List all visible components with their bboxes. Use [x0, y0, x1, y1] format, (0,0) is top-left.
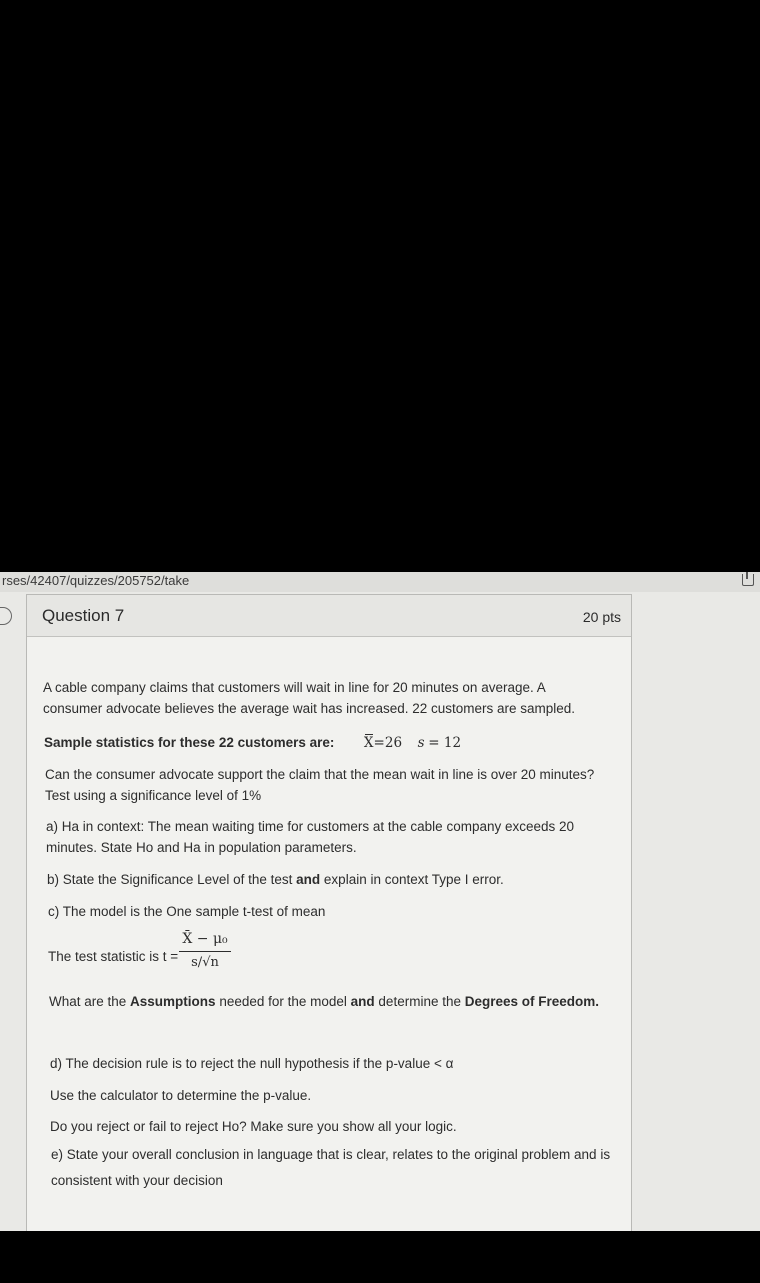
- intro-line-1: A cable company claims that customers will wait in line for 20 minutes on average. A: [43, 680, 546, 695]
- assumptions-mid-2: determine the: [374, 994, 465, 1009]
- claim-line-1: Can the consumer advocate support the claim that the mean wait in line is over 20 minutes?: [45, 767, 595, 782]
- part-b-and: and: [296, 872, 321, 887]
- part-b-suffix: explain in context Type I error.: [320, 872, 504, 887]
- s-value: = 12: [428, 735, 462, 751]
- question-card: [26, 594, 632, 1231]
- fraction-bar: [179, 951, 231, 952]
- test-stat-label: The test statistic is t =: [48, 949, 179, 964]
- reject-line: Do you reject or fail to reject Ho? Make sure you show all your logic.: [50, 1119, 457, 1134]
- assumptions-prefix: What are the: [49, 994, 131, 1009]
- intro-line-2: consumer advocate believes the average wait has increased. 22 customers are sampled.: [43, 701, 576, 716]
- question-points: 20 pts: [582, 609, 621, 625]
- s-symbol: s: [417, 735, 425, 751]
- claim-line-2: Test using a significance level of 1%: [45, 788, 262, 803]
- share-icon[interactable]: [742, 574, 754, 586]
- address-bar[interactable]: [0, 572, 760, 592]
- assumptions-bold: Assumptions: [130, 994, 216, 1009]
- part-a-line-1: a) Ha in context: The mean waiting time for customers at the cable company exceeds 20: [46, 819, 575, 834]
- formula-numerator: X̄ − μ₀: [182, 931, 228, 947]
- sample-stats-line: [44, 732, 461, 754]
- browser-screen: [0, 572, 760, 1231]
- part-e-line-1: e) State your overall conclusion in language that is clear, relates to the original problem and is: [51, 1147, 611, 1162]
- xbar-value: =26: [373, 735, 403, 751]
- degrees-of-freedom-bold: Degrees of Freedom.: [464, 994, 600, 1009]
- calculator-line: Use the calculator to determine the p-value.: [50, 1088, 312, 1103]
- part-e-line-2: consistent with your decision: [51, 1173, 223, 1188]
- assumptions-line: [49, 991, 599, 1012]
- assumptions-mid-1: needed for the model: [215, 994, 351, 1009]
- assumptions-and: and: [350, 994, 375, 1009]
- part-b-prefix: b) State the Significance Level of the test: [47, 872, 297, 887]
- sample-stats-label: Sample statistics for these 22 customers are:: [44, 735, 335, 750]
- part-b-line: [47, 869, 504, 890]
- part-a-line-2: minutes. State Ho and Ha in population parameters.: [46, 840, 357, 855]
- back-arrow-icon[interactable]: [0, 607, 12, 625]
- question-title: Question 7: [42, 606, 125, 625]
- test-statistic-formula: [179, 929, 231, 975]
- formula-denominator: s/√n: [191, 955, 219, 970]
- question-header: [27, 595, 631, 637]
- part-d-line: d) The decision rule is to reject the null hypothesis if the p-value < α: [50, 1056, 454, 1071]
- part-c-line: c) The model is the One sample t-test of mean: [48, 904, 326, 919]
- xbar-symbol: X: [364, 733, 374, 754]
- url-text: rses/42407/quizzes/205752/take: [2, 573, 190, 588]
